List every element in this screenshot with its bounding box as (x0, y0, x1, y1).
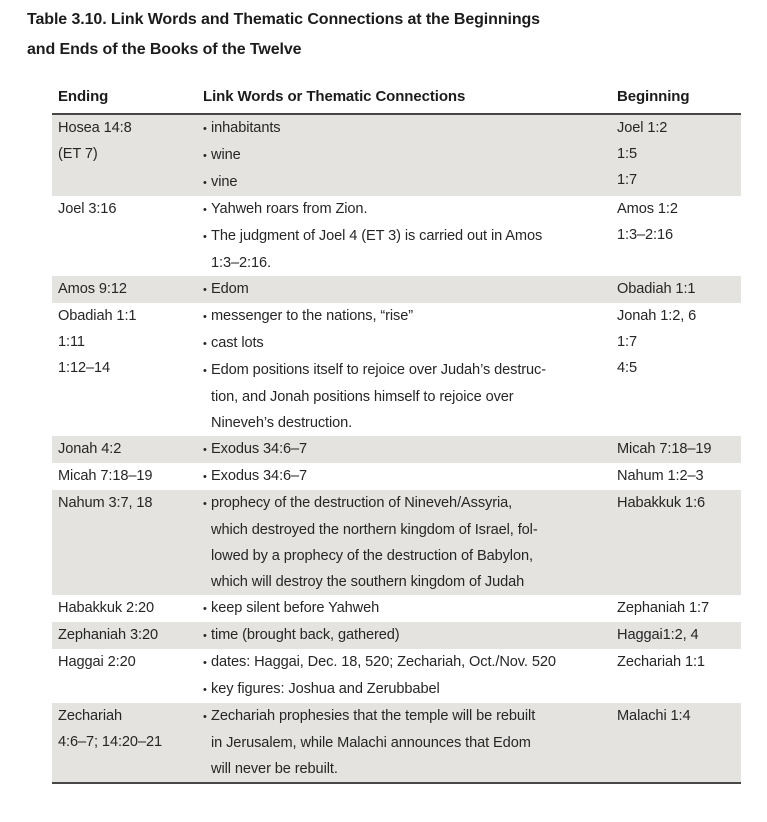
link-line: which will destroy the southern kingdom of Judah (211, 574, 525, 590)
table-header-row (52, 88, 741, 114)
bullet-icon: • (203, 684, 207, 696)
link-line: • time (brought back, gathered) (203, 622, 617, 649)
ending-line: (ET 7) (58, 146, 98, 162)
link-line: • messenger to the nations, “rise” (203, 303, 617, 330)
beginning-line: Zechariah 1:1 (617, 654, 705, 670)
ending-line: Obadiah 1:1 (58, 308, 137, 324)
beginning-line: Jonah 1:2, 6 (617, 308, 697, 324)
ending-cell (52, 595, 203, 622)
ending-line: Habakkuk 2:20 (58, 600, 155, 616)
ending-cell (52, 490, 203, 595)
bullet-icon: • (203, 711, 207, 723)
link-words-cell (203, 622, 617, 649)
link-line: • cast lots (203, 330, 617, 357)
link-line: • Edom positions itself to rejoice over Judah’s destruc- (203, 357, 617, 384)
header-beginning: Beginning (617, 88, 741, 114)
bullet-icon: • (203, 498, 207, 510)
link-line: • prophecy of the destruction of Nineveh/Assyria, (203, 490, 617, 517)
beginning-cell (617, 114, 741, 196)
beginning-line: 1:7 (617, 172, 637, 188)
beginning-cell (617, 622, 741, 649)
beginning-line: Obadiah 1:1 (617, 281, 696, 297)
link-words-cell (203, 303, 617, 436)
beginning-cell (617, 196, 741, 276)
bullet-icon: • (203, 630, 207, 642)
bullet-icon: • (203, 204, 207, 216)
beginning-line: 4:5 (617, 360, 637, 376)
beginning-cell (617, 436, 741, 463)
ending-line: Haggai 2:20 (58, 654, 136, 670)
link-line: • dates: Haggai, Dec. 18, 520; Zechariah, Oct./Nov. 520 (203, 649, 617, 676)
table-body (52, 114, 741, 783)
link-words-cell (203, 436, 617, 463)
link-line: lowed by a prophecy of the destruction of Babylon, (211, 548, 533, 564)
table-row (52, 703, 741, 783)
link-line: 1:3–2:16. (211, 255, 271, 271)
beginning-cell (617, 703, 741, 783)
ending-line: 1:12–14 (58, 360, 111, 376)
link-line: • keep silent before Yahweh (203, 595, 617, 622)
beginning-cell (617, 595, 741, 622)
bullet-icon: • (203, 603, 207, 615)
link-line: Nineveh’s destruction. (211, 415, 353, 431)
table-row (52, 622, 741, 649)
link-line: • wine (203, 142, 617, 169)
bullet-icon: • (203, 471, 207, 483)
beginning-line: Zephaniah 1:7 (617, 600, 710, 616)
ending-cell (52, 703, 203, 783)
ending-cell (52, 622, 203, 649)
table-row (52, 196, 741, 276)
table-row (52, 595, 741, 622)
beginning-line: Malachi 1:4 (617, 708, 691, 724)
link-words-cell (203, 595, 617, 622)
beginning-line: Micah 7:18–19 (617, 441, 712, 457)
beginning-line: 1:3–2:16 (617, 227, 674, 243)
beginning-cell (617, 303, 741, 436)
beginning-line: Habakkuk 1:6 (617, 495, 706, 511)
ending-cell (52, 303, 203, 436)
link-line: tion, and Jonah positions himself to rejoice over (211, 389, 514, 405)
link-words-cell (203, 463, 617, 490)
table-row (52, 303, 741, 436)
bullet-icon: • (203, 231, 207, 243)
beginning-cell (617, 649, 741, 703)
ending-line: Nahum 3:7, 18 (58, 495, 153, 511)
ending-cell (52, 463, 203, 490)
bullet-icon: • (203, 150, 207, 162)
beginning-cell (617, 463, 741, 490)
ending-line: Amos 9:12 (58, 281, 127, 297)
ending-line: 1:11 (58, 334, 85, 350)
bullet-icon: • (203, 123, 207, 135)
link-line: • vine (203, 169, 617, 196)
link-line: • Zechariah prophesies that the temple will be rebuilt (203, 703, 617, 730)
header-ending: Ending (52, 88, 203, 114)
bullet-icon: • (203, 444, 207, 456)
table-caption-line-1: Table 3.10. Link Words and Thematic Connections at the Beginnings (27, 11, 540, 28)
link-words-cell (203, 490, 617, 595)
beginning-line: 1:5 (617, 146, 637, 162)
link-words-cell (203, 196, 617, 276)
ending-line: Joel 3:16 (58, 201, 117, 217)
ending-cell (52, 114, 203, 196)
ending-cell (52, 436, 203, 463)
beginning-line: Haggai1:2, 4 (617, 627, 699, 643)
bullet-icon: • (203, 338, 207, 350)
link-words-cell (203, 276, 617, 303)
ending-line: Zephaniah 3:20 (58, 627, 159, 643)
beginning-line: Amos 1:2 (617, 201, 678, 217)
ending-line: Zechariah (58, 708, 122, 724)
link-line: • Exodus 34:6–7 (203, 436, 617, 463)
table-row (52, 276, 741, 303)
link-words-cell (203, 649, 617, 703)
beginning-line: 1:7 (617, 334, 637, 350)
link-line: • inhabitants (203, 115, 617, 142)
link-words-cell (203, 703, 617, 783)
table-row (52, 649, 741, 703)
beginning-cell (617, 490, 741, 595)
link-line: • Edom (203, 276, 617, 303)
bullet-icon: • (203, 365, 207, 377)
link-line: • key figures: Joshua and Zerubbabel (203, 676, 617, 703)
table-caption (27, 5, 540, 65)
link-line: which destroyed the northern kingdom of Israel, fol- (211, 522, 538, 538)
table-row (52, 490, 741, 595)
table-row (52, 463, 741, 490)
link-line: • Yahweh roars from Zion. (203, 196, 617, 223)
beginning-line: Nahum 1:2–3 (617, 468, 704, 484)
beginning-cell (617, 276, 741, 303)
ending-line: Micah 7:18–19 (58, 468, 153, 484)
table-caption-line-2: and Ends of the Books of the Twelve (27, 41, 302, 58)
ending-line: Hosea 14:8 (58, 120, 132, 136)
ending-line: 4:6–7; 14:20–21 (58, 734, 162, 750)
link-line: • The judgment of Joel 4 (ET 3) is carried out in Amos (203, 223, 617, 250)
link-line: in Jerusalem, while Malachi announces that Edom (211, 735, 531, 751)
link-line: will never be rebuilt. (211, 761, 338, 777)
link-line: • Exodus 34:6–7 (203, 463, 617, 490)
bullet-icon: • (203, 284, 207, 296)
header-link-words: Link Words or Thematic Connections (203, 88, 617, 114)
ending-cell (52, 196, 203, 276)
bullet-icon: • (203, 657, 207, 669)
ending-cell (52, 276, 203, 303)
table-row (52, 114, 741, 196)
bullet-icon: • (203, 311, 207, 323)
table-row (52, 436, 741, 463)
ending-cell (52, 649, 203, 703)
link-words-cell (203, 114, 617, 196)
link-words-table (52, 88, 741, 784)
bullet-icon: • (203, 177, 207, 189)
ending-line: Jonah 4:2 (58, 441, 122, 457)
beginning-line: Joel 1:2 (617, 120, 668, 136)
